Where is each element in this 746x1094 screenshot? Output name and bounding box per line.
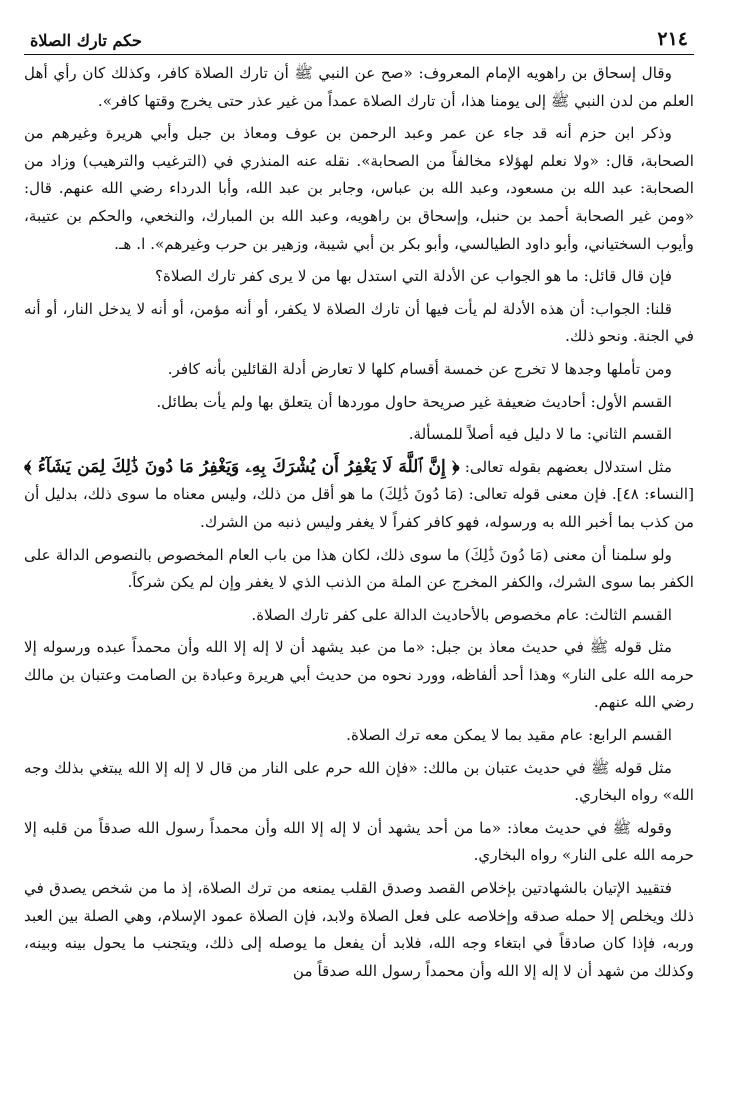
section-heading-second: القسم الثاني: ما لا دليل فيه أصلاً للمسألة. [408,425,672,444]
paragraph: وقوله ﷺ في حديث معاذ: «ما من أحد يشهد أن لا إله إلا الله وأن محمداً رسول الله صدقاً من قلبه إلا حرمه الله على النار» رواه البخاري. [24,818,694,865]
page-header [24,22,694,55]
section-heading-first: القسم الأول: أحاديث ضعيفة غير صريحة حاول موردها أن يتعلق بها ولم يأت بطائل. [156,392,672,411]
quran-verse: ﴿ إِنَّ ٱللَّهَ لَا يَغْفِرُ أَن يُشْرَكَ بِهِۦ وَيَغْفِرُ مَا دُونَ ذَٰلِكَ لِمَن يَشَآءُ ﴾ [24,456,460,477]
page-number: ٢١٤ [657,28,688,50]
paragraph: فتقييد الإتيان بالشهادتين بإخلاص القصد وصدق القلب يمنعه من ترك الصلاة، إذ ما من شخص يصدق في ذلك ويخلص إلا حمله صدقه وإخلاصه على فعل الصلاة ولابد، فإن الصلاة عمود الإسلام، وهي الصلة بين العبد وربه، فإذا كان صادقاً في ابتغاء وجه الله، فلابد أن يفعل ما يوصله إلى ذلك، ويتجنب ما يحول بينه وبينه، وكذلك من شهد أن لا إله إلا الله وأن محمداً رسول الله صدقاً من [24,879,694,980]
paragraph: مثل قوله ﷺ في حديث معاذ بن جبل: «ما من عبد يشهد أن لا إله إلا الله وأن محمداً عبده ورسوله إلا حرمه الله على النار» وهذا أحد ألفاظه، وورد نحوه من حديث أبي هريرة وعبادة بن الصامت وعتبان بن مالك رضي الله عنهم. [24,638,694,712]
paragraph: مثل قوله ﷺ في حديث عتبان بن مالك: «فإن الله حرم على النار من قال لا إله إلا الله يبتغي بذلك وجه الله» رواه البخاري. [24,758,694,805]
verse-intro: مثل استدلال بعضهم بقوله تعالى: [464,457,673,476]
section-heading-fourth: القسم الرابع: عام مقيد بما لا يمكن معه ترك الصلاة. [346,726,672,745]
paragraph: فإن قال قائل: ما هو الجواب عن الأدلة التي استدل بها من لا يرى كفر تارك الصلاة؟ [154,267,672,286]
paragraph: وقال إسحاق بن راهويه الإمام المعروف: «صح عن النبي ﷺ أن تارك الصلاة كافر، وكذلك كان رأي أهل العلم من لدن النبي ﷺ إلى يومنا هذا، أن تارك الصلاة عمداً من غير عذر حتى يخرج وقتها كافر». [24,64,694,110]
paragraph: ومن تأملها وجدها لا تخرج عن خمسة أقسام كلها لا تعارض أدلة القائلين بأنه كافر. [167,359,672,378]
paragraph: قلنا: الجواب: أن هذه الأدلة لم يأت فيها أن تارك الصلاة لا يكفر، أو أنه مؤمن، أو أنه لا يدخل النار، أو أنه في الجنة. ونحو ذلك. [24,299,694,346]
verse-paragraph [24,454,694,537]
running-title: حكم تارك الصلاة [30,31,142,50]
page-body [24,60,694,985]
paragraph: ولو سلمنا أن معنى (مَا دُونَ ذَٰلِكَ) ما سوى ذلك، لكان هذا من باب العام المخصوص بالنصوص الدالة على الكفر بما سوى الشرك، والكفر المخرج عن الملة من الذنب الذي لا يغفر وإن لم يكن شركاً. [24,545,694,592]
section-heading-third: القسم الثالث: عام مخصوص بالأحاديث الدالة على كفر تارك الصلاة. [251,605,672,624]
verse-commentary: [النساء: ٤٨]. فإن معنى قوله تعالى: (مَا دُونَ ذَٰلِكَ) ما هو أقل من ذلك، وليس معناه ما سوى ذلك، بدليل أن من كذب بما أخبر الله به ورسوله، فهو كافر كفراً لا يغفر وليس ذنبه من الشرك. [24,485,694,531]
paragraph: وذكر ابن حزم أنه قد جاء عن عمر وعبد الرحمن بن عوف ومعاذ بن جبل وأبي هريرة وغيرهم من الصحابة، قال: «ولا نعلم لهؤلاء مخالفاً من الصحابة». نقله عنه المنذري في (الترغيب والترهيب) وزاد من الصحابة: عبد الله بن مسعود، وعبد الله بن عباس، وجابر بن عبد الله، وأبا الدرداء رضي الله عنهم. قال: «ومن غير الصحابة أحمد بن حنبل، وإسحاق بن راهويه، وعبد الله بن المبارك، والنخعي، والحكم بن عتيبة، وأيوب السختياني، وأبو داود الطيالسي، وأبو بكر بن أبي شيبة، وزهير بن حرب وغيرهم». ا. هـ. [24,124,694,253]
